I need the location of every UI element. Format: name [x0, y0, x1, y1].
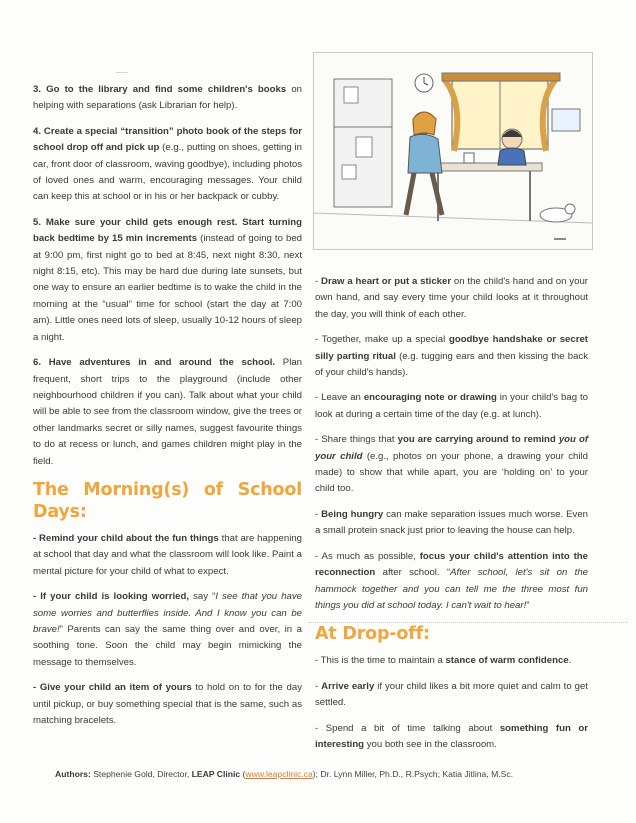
kitchen-illustration [313, 52, 593, 250]
authors-footer: Authors: Stephenie Gold, Director, LEAP Clinic (www.leapclinic.ca); Dr. Lynn Miller, Ph.D., R.Psych; Katia Jitlina, M.Sc. [55, 769, 514, 779]
right-tip-6: - As much as possible, focus your child's attention into the reconnection after school. “After school, let's sit on the hammock together and you can tell me the three most fun things you did at school today. I can't wait to hear!” [315, 550, 588, 611]
right-tip-2: - Together, make up a special goodbye handshake or secret silly parting ritual (e.g. tugging ears and then kissing the back of your child's hands). [315, 334, 588, 379]
drop-off-tip-1: - This is the time to maintain a stance of warm confidence. [315, 655, 572, 667]
drop-off-tip-2: - Arrive early if your child likes a bit more quiet and calm to get settled. [315, 680, 588, 709]
morning-tip-1: - Remind your child about the fun things that are happening at school that day and what the classroom will look like. Paint a mental picture for your child of what to expect. [33, 532, 303, 577]
morning-heading: The Morning(s) of School Days: [33, 479, 302, 522]
left-column [33, 82, 302, 738]
morning-tip-2: - If your child is looking worried, say “I see that you have some worries and butterflies inside. And I know you can be brave!” Parents can say the same thing over and over, in a soothing tone. Soon the child may begin mimicking the message to themselves. [33, 591, 302, 668]
right-tip-1: - Draw a heart or put a sticker on the child's hand and on your own hand, and say every time your child looks at it throughout the day, you will think of each other. [315, 276, 588, 320]
right-tip-5: - Being hungry can make separation issues much worse. Even a small protein snack just prior to leaving the house can help. [315, 508, 588, 537]
right-tip-4: - Share things that you are carrying around to remind you of your child (e.g., photos on your phone, a drawing your child made) to show that while apart, you are ‘holding on’ to your child too. [315, 434, 589, 495]
right-tip-3: - Leave an encouraging note or drawing in your child's bag to look at during a certain time of the day (e.g. at lunch). [315, 392, 588, 420]
drop-off-heading: At Drop-off: [315, 624, 430, 645]
drop-off-tip-3: - Spend a bit of time talking about something fun or interesting you both see in the classroom. [315, 722, 588, 750]
tip-3: 3. Go to the library and find some children's books on helping with separations (ask Librarian for help). [33, 84, 302, 112]
parent-child-table-illustration [314, 53, 592, 249]
top-divider [116, 72, 128, 73]
morning-tip-3: - Give your child an item of yours to hold on to for the day until pickup, or buy something special that is the same, such as matching bracelets. [33, 682, 302, 726]
tip-4: 4. Create a special “transition” photo book of the steps for school drop off and pick up (e.g., putting on shoes, getting in car, front door of classroom, waving goodbye), including photos of loved ones and warm, encouraging messages. Your child can keep this at school or in his or her backpack or cubby. [33, 125, 302, 203]
tip-5: 5. Make sure your child gets enough rest. Start turning back bedtime by 15 min increments (instead of going to bed at 9:00 pm, first night go to bed at 8:45, next night 8:30, next night 8:15, etc). This may be hard due during late sunsets, but one way to ensure an earlier bedtime is to wake the child in the morning at the “usual” time for school (start the day at 7:00 am). Little ones need lots of sleep, usually 10-12 hours of sleep a night. [33, 216, 302, 343]
right-column [315, 274, 588, 762]
section-divider [308, 622, 628, 623]
tip-6: 6. Have adventures in and around the school. Plan frequent, short trips to the playground (include other neighbourhood children if you can). Talk about what your child will be able to see from the classroom window, give the trees or other landmarks secret or silly names, suggest favourite things to do at recess or lunch, and games children might play in the field. [33, 357, 302, 467]
clinic-website-link[interactable]: www.leapclinic.ca [245, 769, 313, 779]
